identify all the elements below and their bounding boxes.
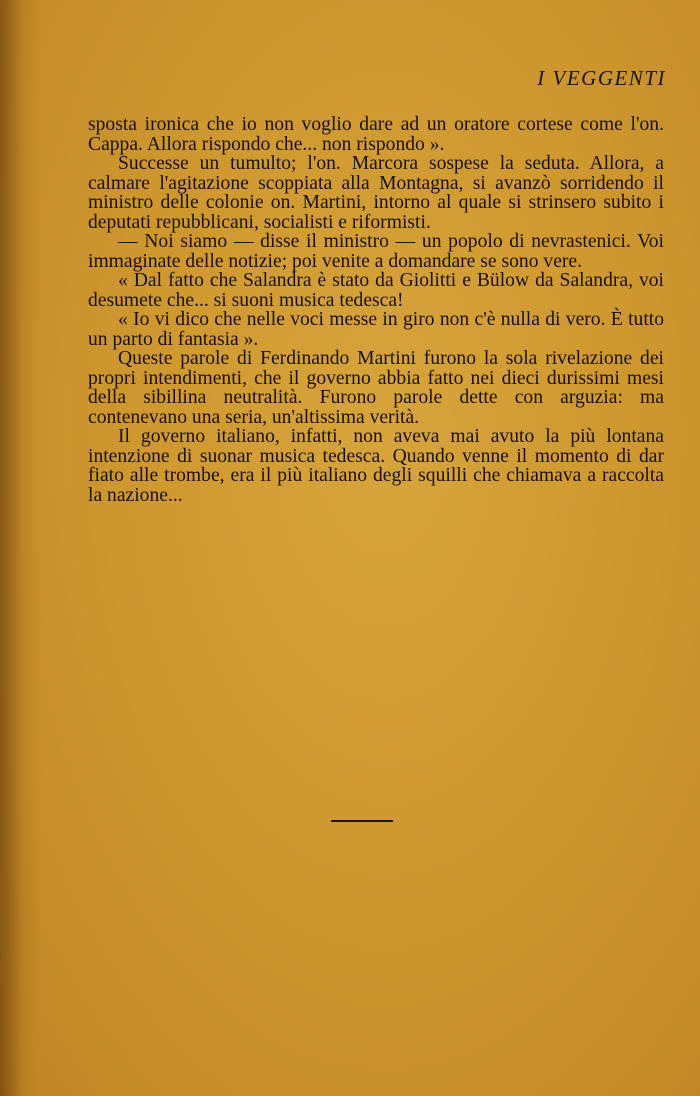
section-end-rule: [331, 820, 393, 822]
paragraph: Successe un tumulto; l'on. Marcora sospese la seduta. Allora, a calmare l'agitazione scoppiata alla Montagna, si avanzò sorridendo il ministro delle colonie on. Martini, intorno al quale si strinsero subito i deputati repubblicani, socialisti e riformisti.: [88, 153, 664, 233]
page-edge-shadow: [0, 0, 22, 1096]
paragraph: Il governo italiano, infatti, non aveva mai avuto la più lontana intenzione di suonar musica tedesca. Quando venne il momento di dar fiato alle trombe, era il più italiano degli squilli che chiamava a raccolta la nazione...: [88, 426, 664, 506]
paragraph-continuation: sposta ironica che io non voglio dare ad un oratore cortese come l'on. Cappa. Allora rispondo che... non rispondo ».: [88, 114, 664, 155]
paragraph: « Io vi dico che nelle voci messe in giro non c'è nulla di vero. È tutto un parto di fantasia ».: [88, 309, 664, 350]
running-head-title: I VEGGENTI: [537, 66, 666, 90]
paragraph: Queste parole di Ferdinando Martini furono la sola rivelazione dei propri intendimenti, che il governo abbia fatto nei dieci durissimi mesi della sibillina neutralità. Furono parole dette con arguzia: ma contenevano una seria, un'altissima verità.: [88, 348, 664, 428]
paragraph: « Dal fatto che Salandra è stato da Giolitti e Bülow da Salandra, voi desumete che... si suoni musica tedesca!: [88, 270, 664, 311]
body-text: [88, 115, 664, 505]
paragraph: — Noi siamo — disse il ministro — un popolo di nevrastenici. Voi immaginate delle notizie; poi venite a domandare se sono vere.: [88, 231, 664, 272]
